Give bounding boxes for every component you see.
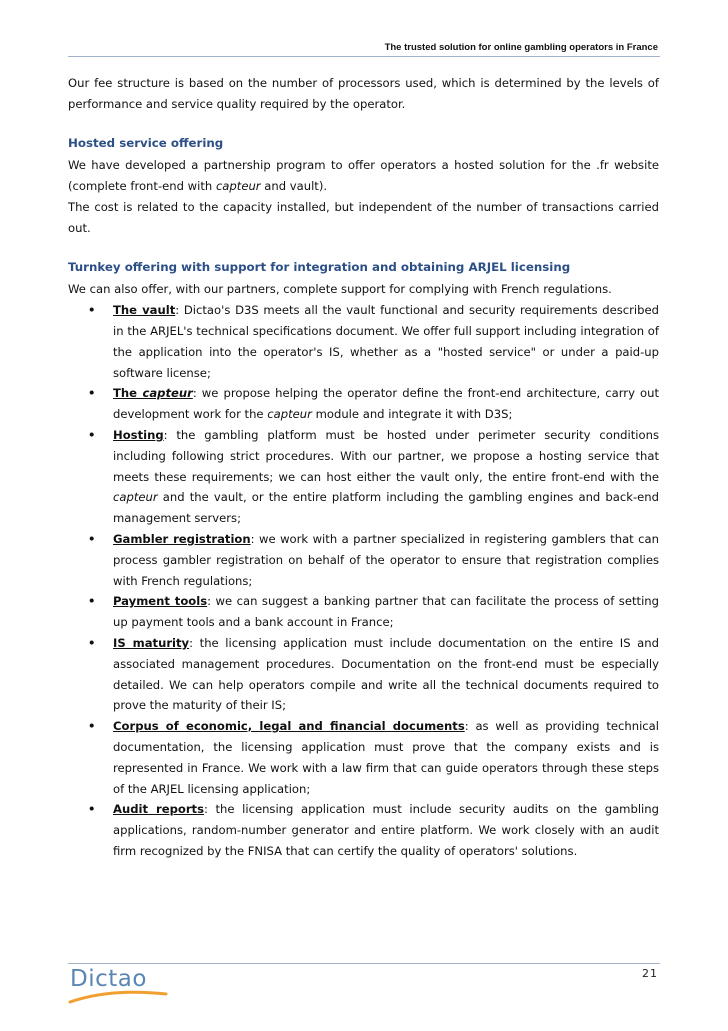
turnkey-list — [68, 300, 659, 862]
item-term: Gambler registration — [113, 531, 251, 546]
item-term: Audit reports — [113, 802, 204, 817]
hosted-paragraph-1 — [68, 155, 659, 197]
hosted-service-heading: Hosted service offering — [68, 135, 224, 150]
bullet-icon: • — [88, 719, 96, 734]
turnkey-intro: We can also offer, with our partners, complete support for complying with French regulations. — [68, 282, 612, 297]
bullet-icon: • — [88, 594, 96, 609]
item-term — [113, 386, 193, 400]
item-text-end: and the vault, or the entire platform including the gambling engines and back-end management servers; — [113, 490, 659, 526]
page-number: 21 — [642, 967, 658, 980]
item-text: : we propose helping the operator define the front-end architecture, carry out development work for the — [113, 386, 659, 422]
item-text: : the gambling platform must be hosted under perimeter security conditions including following strict procedures. With our partner, we propose a hosting service that meets these requirements; we can host either the vault only, the entire front-end with the — [113, 427, 659, 484]
hosted-p1-text: We have developed a partnership program to offer operators a hosted solution for the .fr website (complete front-end with — [68, 158, 659, 194]
page-body — [68, 73, 659, 862]
list-item-payment-tools — [68, 591, 659, 633]
hosted-p1-emphasis: capteur — [215, 179, 261, 194]
logo-swoosh-icon — [66, 966, 176, 1010]
list-item-gambler-registration — [68, 529, 659, 591]
item-term: Payment tools — [113, 594, 208, 609]
item-text: : we work with a partner specialized in registering gamblers that can process gambler registration on behalf of the operator to ensure that registration complies with French regulations; — [113, 531, 659, 588]
logo-wordmark: Dictao — [70, 966, 147, 992]
bullet-icon: • — [88, 802, 96, 817]
list-item-corpus-documents — [68, 716, 659, 799]
intro-paragraph: Our fee structure is based on the number of processors used, which is determined by the levels of performance and service quality required by the operator. — [68, 76, 659, 111]
item-text-end: module and integrate it with D3S; — [311, 407, 513, 422]
item-text: : the licensing application must include documentation on the entire IS and associated management procedures. Documentation on the front-end must be especially detailed. We can help operators compile and write all the technical documents required to prove the maturity of their IS; — [113, 635, 659, 713]
header-divider — [68, 56, 660, 57]
bullet-icon: • — [88, 531, 96, 546]
item-text: : as well as providing technical documentation, the licensing application must prove that the company exists and is represented in France. We work with a law firm that can guide operators through these steps of the ARJEL licensing application; — [113, 719, 659, 796]
item-text-emphasis: capteur — [267, 407, 312, 422]
running-header: The trusted solution for online gambling operators in France — [384, 42, 658, 53]
item-text-emphasis: capteur — [113, 490, 158, 505]
list-item-hosting — [68, 425, 659, 529]
item-text: : we can suggest a banking partner that can facilitate the process of setting up payment tools and a bank account in France; — [113, 594, 659, 630]
item-term: The vault — [113, 303, 176, 318]
bullet-icon: • — [88, 303, 96, 318]
item-text: : the licensing application must include security audits on the gambling applications, random-number generator and entire platform. We work closely with an audit firm recognized by the FNISA that can certify the quality of operators' solutions. — [113, 802, 659, 858]
item-term: IS maturity — [113, 635, 190, 650]
item-term: Corpus of economic, legal and financial documents — [113, 719, 465, 734]
item-text: : Dictao's D3S meets all the vault functional and security requirements described in the ARJEL's technical specifications document. We offer full support including integration of the application into the operator's IS, whether as a "hosted service" or under a paid-up software license; — [113, 303, 660, 380]
dictao-logo — [66, 966, 176, 1010]
item-term-part: The — [113, 386, 143, 401]
bullet-icon: • — [88, 427, 96, 442]
bullet-icon: • — [88, 635, 96, 650]
list-item-vault — [68, 300, 659, 383]
bullet-icon: • — [88, 386, 96, 401]
list-item-is-maturity — [68, 633, 659, 716]
footer-divider — [68, 963, 660, 964]
item-term: Hosting — [113, 427, 164, 442]
hosted-p1-text-end: and vault). — [260, 179, 328, 194]
item-term-emphasis: capteur — [142, 386, 193, 401]
list-item-audit-reports — [68, 799, 659, 861]
hosted-paragraph-2: The cost is related to the capacity installed, but independent of the number of transactions carried out. — [68, 199, 659, 235]
list-item-capteur — [68, 383, 659, 425]
turnkey-heading: Turnkey offering with support for integration and obtaining ARJEL licensing — [68, 259, 571, 274]
